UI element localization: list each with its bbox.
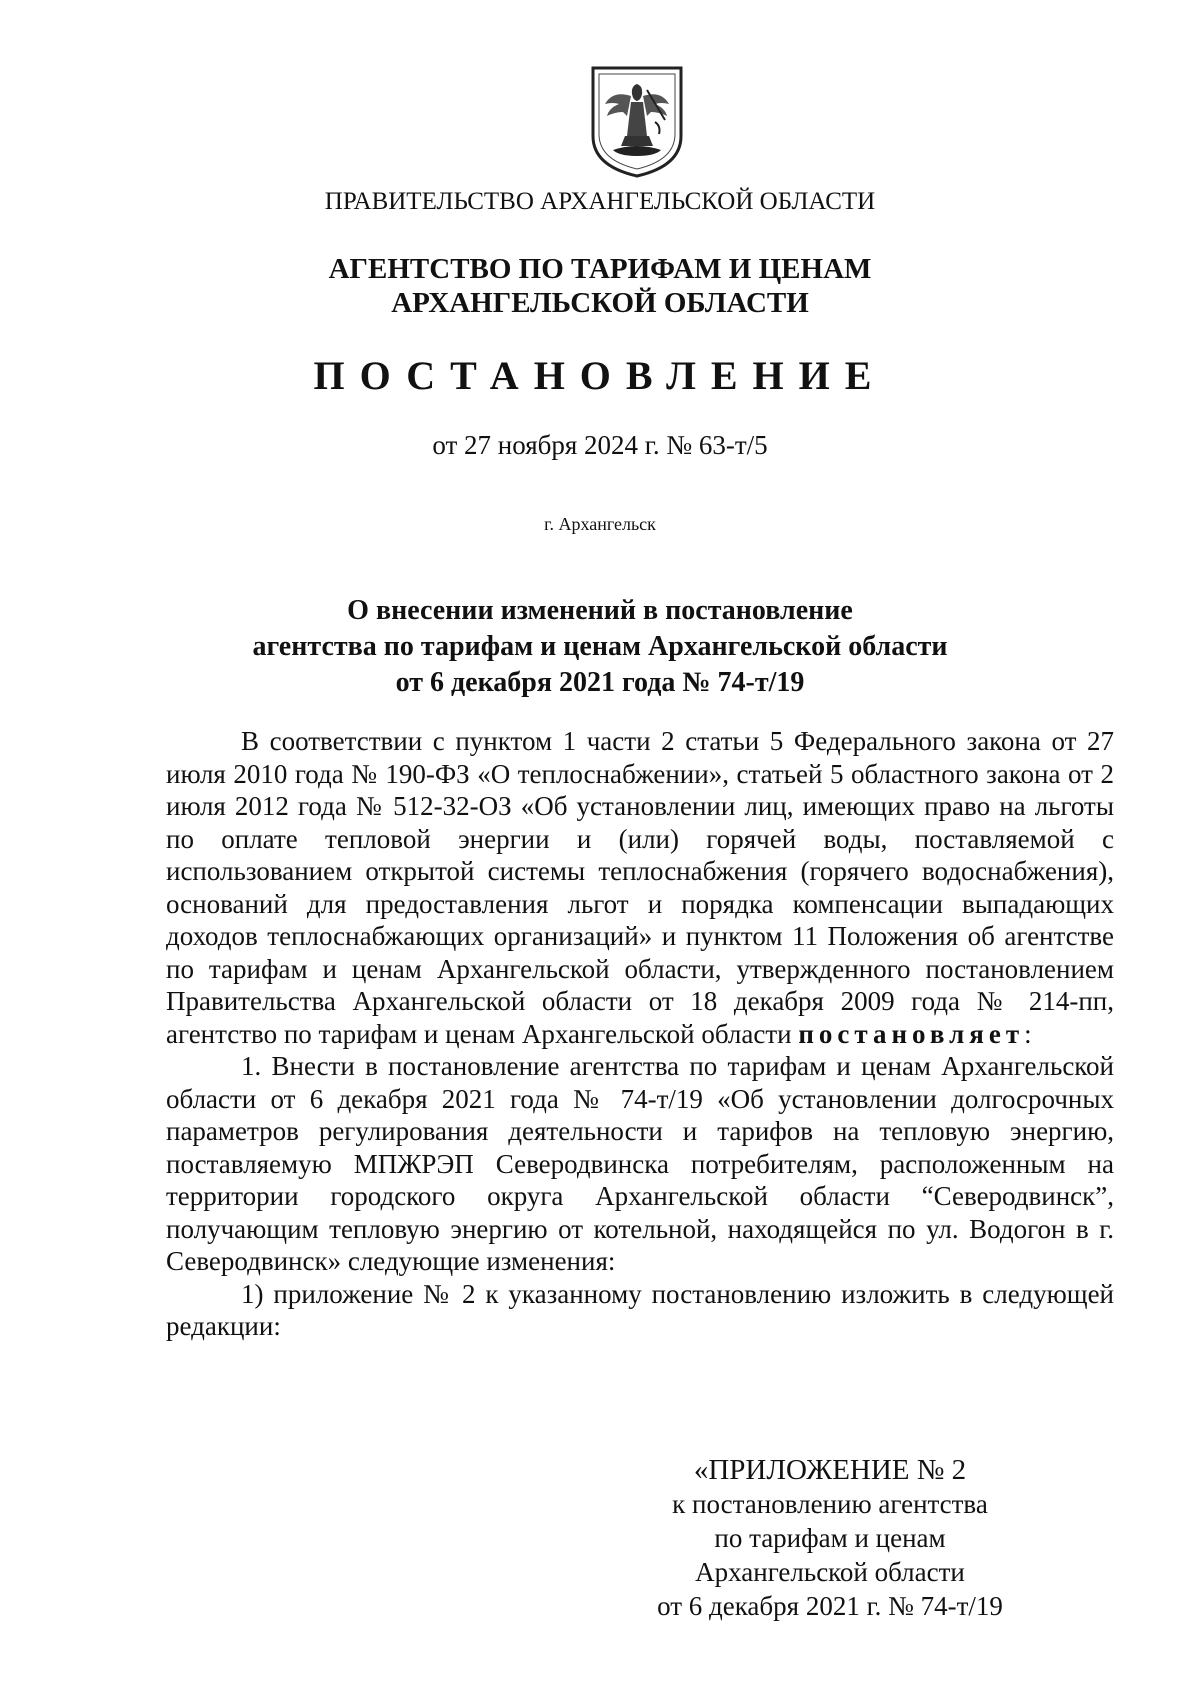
keyword-punctuation: :	[1024, 1018, 1032, 1049]
annex-header	[650, 1453, 1010, 1623]
document-city: г. Архангельск	[544, 514, 656, 534]
document-date-number: от 27 ноября 2024 г. № 63-т/5	[432, 430, 768, 460]
annex-line: по тарифам и ценам	[714, 1523, 946, 1553]
subject-line: О внесении изменений в постановление	[347, 595, 853, 626]
document-type-title: ПОСТАНОВЛЕНИЕ	[313, 353, 887, 398]
annex-line: «ПРИЛОЖЕНИЕ № 2	[693, 1454, 967, 1486]
body-paragraph: 1) приложение № 2 к указанному постановлению изложить в следующей редакции:	[166, 1278, 1114, 1341]
document-subject	[0, 593, 1200, 701]
annex-line: Архангельской области	[695, 1557, 965, 1587]
subject-line: агентства по тарифам и ценам Архангельской области	[252, 631, 948, 662]
body-paragraph-text: В соответствии с пунктом 1 части 2 статьи 5 Федерального закона от 27 июля 2010 года № 190-ФЗ «О теплоснабжении», статьей 5 областного закона от 2 июля 2012 года № 512-32-ОЗ «Об установлении лиц, имеющих право на льготы по оплате тепловой энергии и (или) горячей воды, поставляемой с использованием открытой системы теплоснабжения (горячего водоснабжения), оснований для предоставления льгот и порядка компенсации выпадающих доходов теплоснабжающих организаций» и пунктом 11 Положения об агентстве по тарифам и ценам Архангельской области, утвержденного постановлением Правительства Архангельской области от 18 декабря 2009 года № 214-пп, агентство по тарифам и ценам Архангельской области	[166, 726, 1114, 1049]
body-paragraph	[166, 725, 1114, 1050]
coat-of-arms-icon	[585, 62, 689, 180]
agency-name-line: АГЕНТСТВО ПО ТАРИФАМ И ЦЕНАМ	[328, 253, 872, 285]
agency-name-line: АРХАНГЕЛЬСКОЙ ОБЛАСТИ	[391, 287, 809, 319]
body-paragraph: 1. Внести в постановление агентства по тарифам и ценам Архангельской области от 6 декабря 2021 года № 74-т/19 «Об установлении долгосрочных параметров регулирования деятельности и тарифов на тепловую энергию, поставляемую МПЖРЭП Северодвинска потребителям, расположенным на территории городского округа Архангельской области “Северодвинск”, получающим тепловую энергию от котельной, находящейся по ул. Водогон в г. Северодвинск» следующие изменения:	[166, 1051, 1114, 1276]
agency-name	[0, 252, 1200, 320]
government-name: ПРАВИТЕЛЬСТВО АРХАНГЕЛЬСКОЙ ОБЛАСТИ	[324, 188, 876, 215]
resolution-keyword: постановляет	[798, 1018, 1025, 1049]
subject-line: от 6 декабря 2021 года № 74-т/19	[395, 667, 805, 698]
document-body	[166, 725, 1114, 1343]
annex-line: к постановлению агентства	[672, 1489, 988, 1519]
annex-line: от 6 декабря 2021 г. № 74-т/19	[657, 1591, 1003, 1621]
